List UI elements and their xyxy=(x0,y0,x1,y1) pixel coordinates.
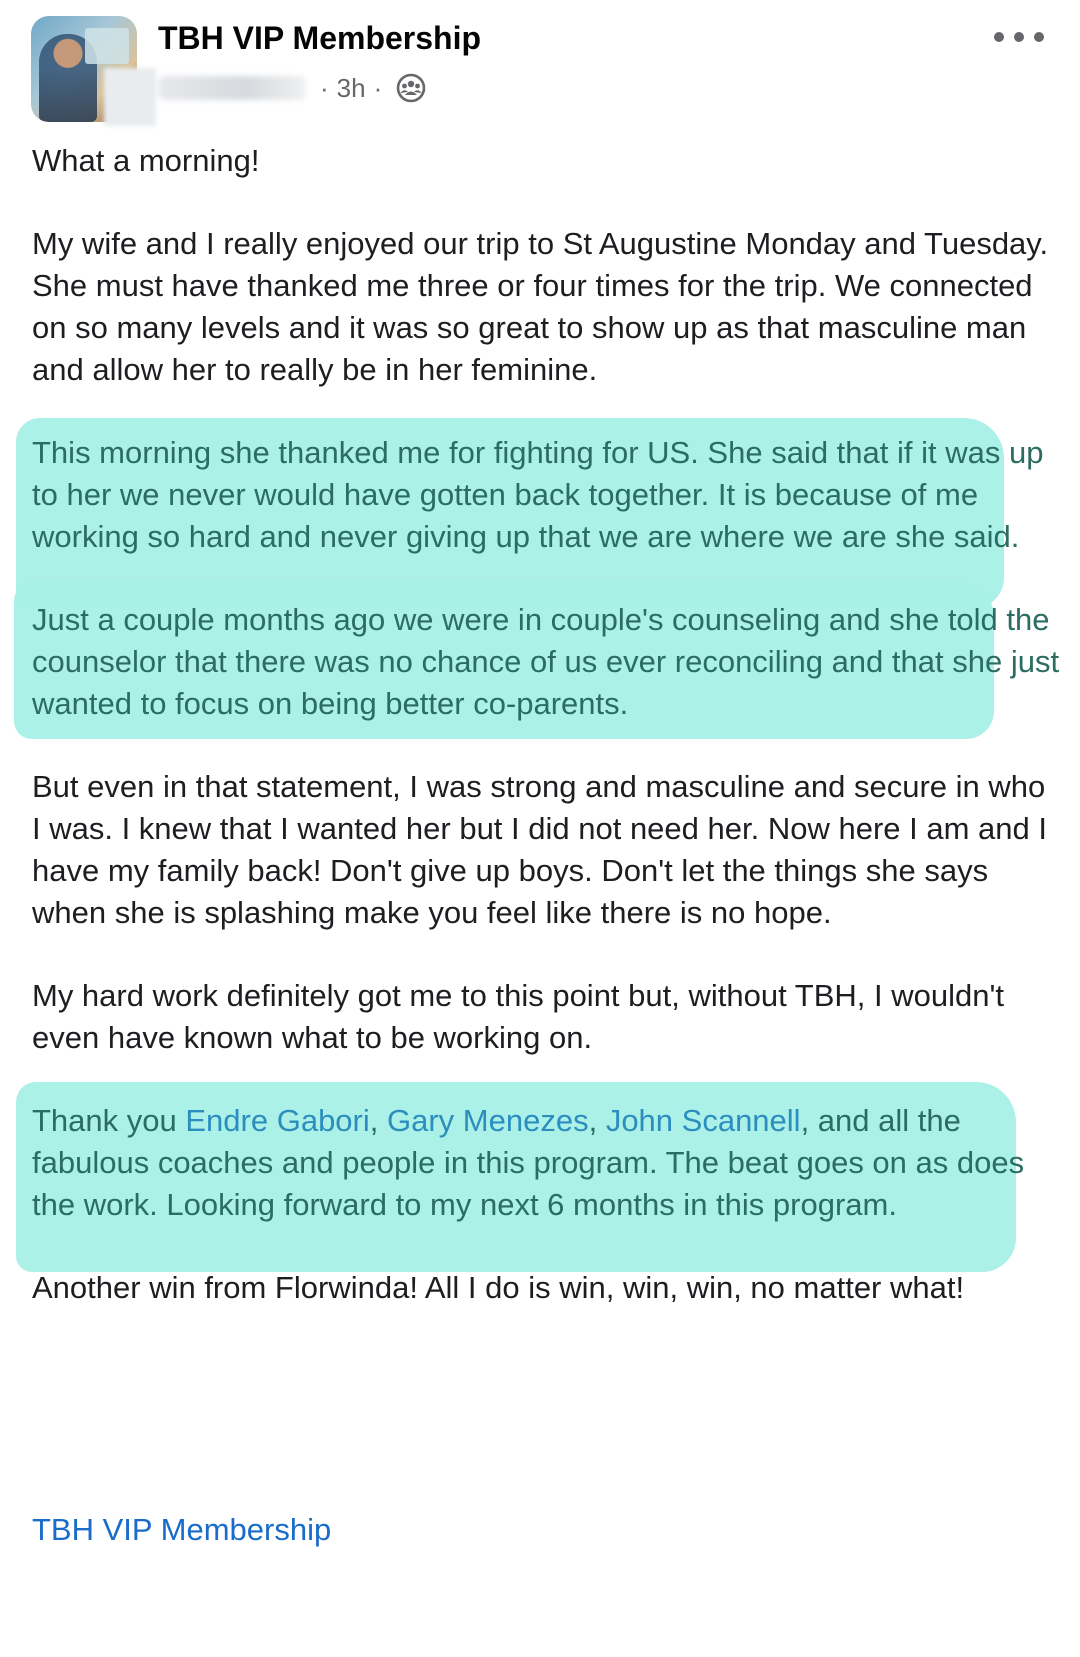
paragraph-2: My wife and I really enjoyed our trip to St Augustine Monday and Tuesday. She must have thanked me three or four times for the trip. We connected on so many levels and it was so great to show up as that masculine man and allow her to really be in her feminine. xyxy=(32,226,1049,387)
post-meta xyxy=(158,70,426,106)
post-time[interactable]: 3h xyxy=(336,72,366,103)
meta-separator: · xyxy=(320,72,329,103)
mention-john-scannell[interactable]: John Scannell xyxy=(605,1103,801,1138)
mention-endre-gabori[interactable]: Endre Gabori xyxy=(185,1103,370,1138)
paragraph-7-highlighted: Thank you Endre Gabori, Gary Menezes, John Scannell, and all the fabulous coaches and people in this program. The beat goes on as does the work. Looking forward to my next 6 months in this program. xyxy=(32,1100,1062,1226)
post-body xyxy=(32,140,1062,1350)
more-options-icon[interactable] xyxy=(994,22,1044,52)
author-avatar-redacted xyxy=(104,68,156,126)
mention-gary-menezes[interactable]: Gary Menezes xyxy=(387,1103,589,1138)
paragraph-8: Another win from Florwinda! All I do is win, win, win, no matter what! xyxy=(32,1270,965,1305)
author-name-redacted[interactable] xyxy=(158,76,306,100)
paragraph-1: What a morning! xyxy=(32,143,260,178)
avatar-card-graphic xyxy=(85,28,129,64)
post-header xyxy=(0,0,1080,140)
group-icon xyxy=(396,73,426,103)
meta-separator-2: · xyxy=(373,72,383,103)
paragraph-3-highlighted: This morning she thanked me for fighting for US. She said that if it was up to her we never would have gotten back together. It is because of me working so hard and never giving up that we are where we are she said. xyxy=(32,432,1062,558)
paragraph-6: My hard work definitely got me to this point but, without TBH, I wouldn't even have known what to be working on. xyxy=(32,978,1004,1055)
group-link[interactable]: TBH VIP Membership xyxy=(32,1512,332,1547)
paragraph-4-highlighted: Just a couple months ago we were in couple's counseling and she told the counselor that there was no chance of us ever reconciling and that she just wanted to focus on being better co-parents. xyxy=(32,599,1062,725)
group-name[interactable]: TBH VIP Membership xyxy=(158,20,482,56)
paragraph-5: But even in that statement, I was strong and masculine and secure in who I was. I knew that I wanted her but I did not need her. Now here I am and I have my family back! Don't give up boys. Don't let the things she says when she is splashing make you feel like there is no hope. xyxy=(32,769,1047,930)
